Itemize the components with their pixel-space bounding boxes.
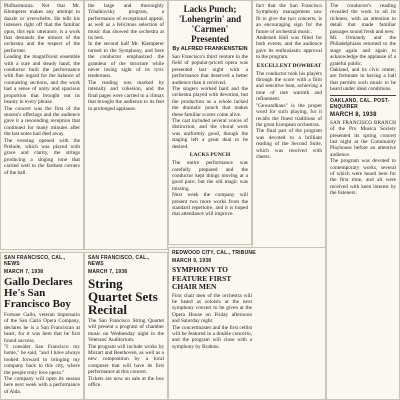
quartet-source: SAN FRANCISCO, CAL., NEWS [88, 255, 150, 267]
col4-paragraph: fact that the San Francisco Symphony management saw fit to give the two concerts, is an encouraging sign for the future of orchestral music. [256, 3, 322, 35]
quartet-paragraph: The San Francisco String Quartet will present a program of chamber music on Wednesday night in the Veterans' Auditorium. [88, 318, 164, 344]
opera-headline: Lacks Punch; 'Lohengrin' and 'Carmen' Presented [178, 4, 242, 44]
opera-paragraph: The singers worked hard and the orchestra played with devotion, but the production as a whole lacked the dramatic punch that makes these familiar scores come alive. [172, 86, 248, 118]
clipping-redwood [168, 247, 326, 400]
col5-paragraph: Mr. Ormandy and the Philadelphians returned to the stage again and again to acknowledge the applause of a grateful public. [330, 35, 396, 67]
opera-paragraph: Next week the company will present two more works from the standard repertoire, and it is hoped that attendance will improve. [172, 192, 248, 218]
col5-source: OAKLAND, CAL. POST-ENQUIRER [330, 97, 390, 110]
quartet-paragraph: The program will include works by Mozart and Beethoven, as well as a new composition by a local composer that will have its first performance at this concert. [88, 343, 164, 376]
clipping-quartet [84, 252, 168, 400]
col1-paragraph: Leading the magnificent ensemble with a sure and steady hand, the conductor built the performance with fine regard for the balance of contrasting sections, and the work had a sense of unity and spacious proportion that brought out its beauty in every phrase. [4, 54, 80, 106]
clipping-col5 [326, 0, 400, 400]
gallo-date: MARCH 7, 1938 [4, 269, 44, 275]
clipping-opera-review [168, 0, 252, 245]
quartet-paragraph: Tickets are now on sale at the box office. [88, 375, 164, 389]
gallo-source: SAN FRANCISCO, CAL., NEWS [4, 255, 66, 267]
col4-paragraph: "Gewandhaus" is the proper word for such playing, for it recalls the finest traditions of the great European orchestras. [256, 102, 322, 128]
redwood-headline: SYMPHONY TO FEATURE FIRST CHAIR MEN [172, 265, 232, 291]
opera-subhead: LACKS PUNCH [189, 152, 231, 159]
col5-date: MARCH 8, 1938 [330, 111, 377, 118]
redwood-paragraph: First chair men of the orchestra will be heard as soloists at the next symphony concert to be given at the Opera House on Friday afternoon and Saturday night. [172, 292, 252, 325]
quartet-headline: String Quartet Sets Recital [88, 276, 158, 317]
opera-paragraph: San Francisco's third venture in the field of popular-priced opera was presented last night with a performance that deserved a better audience than it received. [172, 54, 248, 86]
col4-paragraph: The conductor took his players through the score with a firm and sensitive beat, achieving a tone of rare warmth and refinement. [256, 70, 322, 103]
col4-subhead: EXCELLENT DOWBEAT [256, 62, 322, 69]
col4-paragraph: Andersen Hall was filled for both events, and the audience gave its enthusiastic approval to the program. [256, 35, 322, 61]
clipping-col1 [0, 0, 84, 250]
gallo-paragraph: The company will open its season here next week with a performance of Aida. [4, 376, 80, 395]
col2-paragraph: the large and thoroughly Tchaikovsky program, a performance of exceptional appeal, as well as a felicitous selection of music that showed the orchestra at its best. [88, 3, 164, 42]
clipping-col2 [84, 0, 168, 250]
col2-paragraph: The reading was marked by intensity and cohesion, and the final pages were carried to a climax that brought the audience to its feet in prolonged applause. [88, 79, 164, 112]
col1-paragraph: Philharmonia. Not that Mr. Klemperer makes any attempt to dazzle or overwhelm. He tells his listeners right off that the familiar opus, this epic utterance, is a work that demands the utmost of the orchestra and the respect of the performer. [4, 3, 80, 54]
col5-paragraph: SAN FRANCISCO BRANCH of the Pro Musica Society presented its spring concert last night at the Community Playhouse before an attentive audience. [330, 119, 396, 158]
quartet-date: MARCH 7, 1938 [88, 269, 128, 275]
col5-paragraph: The program was devoted to contemporary works, several of which were heard here for the first time, and all were received with keen interest by the listeners. [330, 158, 396, 197]
col4-paragraph: The final part of the program was devoted to a brilliant reading of the Second Suite, which was received with cheers. [256, 128, 322, 160]
col2-paragraph: In the second half Mr. Klemperer turned to the Symphony, and here the conductor emphasized the grandeur of the structure while never losing sight of its lyric tenderness. [88, 41, 164, 80]
redwood-date: MARCH 9, 1938 [172, 258, 212, 264]
col5-paragraph: Oakland, and its civic center, are fortunate in having a hall that permits such music to be heard under ideal conditions. [330, 67, 396, 93]
col5-paragraph: The conductor's reading revealed the work in all its richness, with an attention to detail that made familiar passages sound fresh and new. [330, 3, 396, 35]
clipping-col4 [252, 0, 326, 250]
col1-paragraph: The evening opened with the Prelude, which was played with grace and clarity, the strings producing a singing tone that carried well to the farthest corners of the hall. [4, 137, 80, 176]
opera-paragraph: The cast included several voices of distinction, and the choral work was uniformly good, though the staging left a great deal to be desired. [172, 118, 248, 150]
gallo-headline: Gallo Declares He's San Francisco Boy [4, 276, 73, 310]
gallo-paragraph: "I consider San Francisco my home," he said, "and I have always looked forward to bringing my company back to this city, where the people truly love opera." [4, 344, 80, 376]
opera-paragraph: The entire performance was carefully prepared and the conductor kept things moving at a good pace, but the old magic was missing. [172, 160, 248, 192]
redwood-paragraph: The concertmaster and the first cellist will be featured in a double concerto, and the program will close with a symphony by Brahms. [172, 324, 252, 350]
opera-byline: By ALFRED FRANKENSTEIN [172, 46, 248, 52]
clipping-gallo [0, 252, 84, 400]
divider [330, 95, 396, 96]
gallo-paragraph: Fortune Gallo, veteran impresario of the San Carlo Opera Company, declares he is a San Franciscan at heart, for it was here that he first found success. [4, 312, 80, 344]
redwood-source: REDWOOD CITY, CAL., TRIBUNE [172, 250, 256, 256]
col1-paragraph: The concert was the first of the season's offerings and the audience gave it a resounding reception that continued for many minutes after the last notes had died away. [4, 105, 80, 138]
